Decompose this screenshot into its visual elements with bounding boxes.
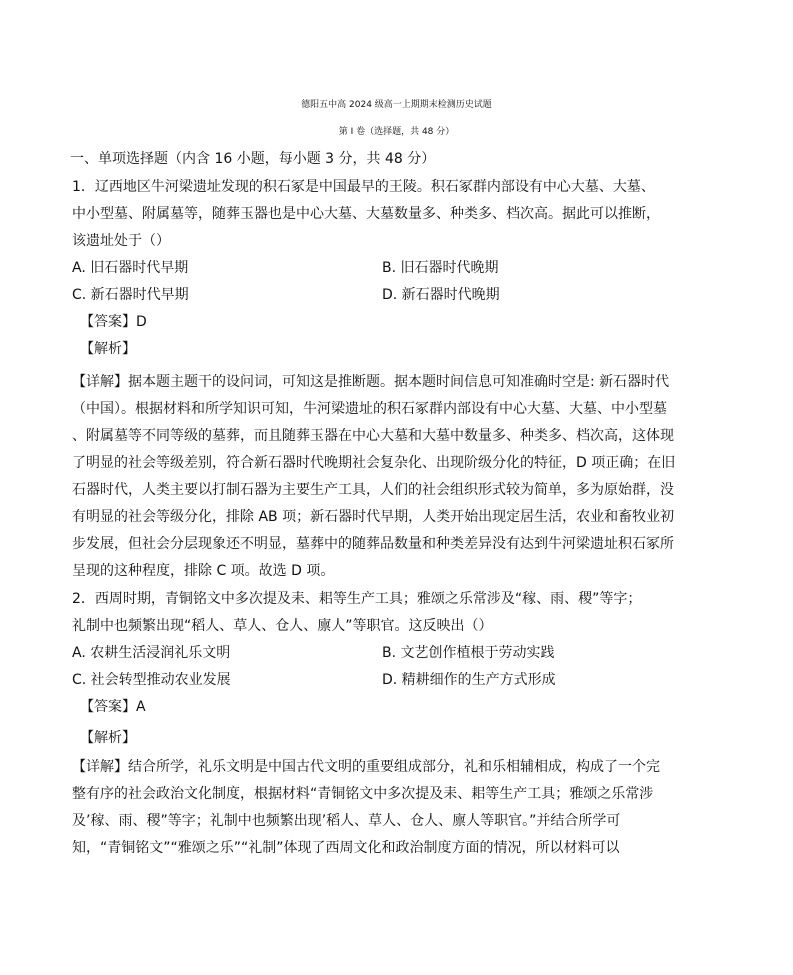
q2-detail-line-2: 整有序的社会政治文化制度，根据材料“青铜铭文中多次提及耒、耜等生产工具；雅颂之乐常涉 [72,786,654,802]
q1-option-d: D. 新石器时代晚期 [382,287,500,303]
q1-analysis-label: 【解析】 [80,341,136,357]
exam-subtitle: 第 I 卷（选择题，共 48 分） [338,127,455,137]
q2-option-d: D. 精耕细作的生产方式形成 [382,672,556,688]
q2-option-c: C. 社会转型推动农业发展 [72,672,231,688]
q1-stem-line-2: 中小型墓、附属墓等，随葬玉器也是中心大墓、大墓数量多、种类多、档次高。据此可以推断， [72,206,660,222]
q1-option-a: A. 旧石器时代早期 [72,260,189,276]
q2-stem-line-2: 礼制中也频繁出现“稻人、草人、仓人、廪人”等职官。这反映出（） [72,618,493,634]
q2-detail-line-1: 【详解】结合所学，礼乐文明是中国古代文明的重要组成部分，礼和乐相辅相成，构成了一个完 [72,759,660,775]
q1-option-c: C. 新石器时代早期 [72,287,189,303]
q2-detail-line-4: 知，“青铜铭文”“雅颂之乐”“礼制”体现了西周文化和政治制度方面的情况，所以材料可以 [72,840,620,856]
q1-answer: 【答案】D [80,314,147,330]
q1-detail-line-1: 【详解】据本题主题干的设问词，可知这是推断题。据本题时间信息可知准确时空是: 新石器时代 [72,374,670,390]
q2-answer: 【答案】A [80,699,146,715]
q1-option-b: B. 旧石器时代晚期 [382,260,499,276]
q1-detail-line-7: 步发展，但社会分层现象还不明显，墓葬中的随葬品数量和种类差异没有达到牛河梁遗址积石冢所 [72,536,674,552]
q2-option-b: B. 文艺创作植根于劳动实践 [382,645,555,661]
q2-detail-line-3: 及’稼、雨、稷”等字；礼制中也频繁出现’稻人、草人、仓人、廪人等职官。”并结合所学可 [72,813,621,829]
q1-stem-line-3: 该遗址处于（） [72,233,170,249]
q2-option-a: A. 农耕生活浸润礼乐文明 [72,645,231,661]
section-heading: 一、单项选择题（内含 16 小题，每小题 3 分，共 48 分） [70,151,436,167]
q1-stem-line-1: 1．辽西地区牛河梁遗址发现的积石冢是中国最早的王陵。积石冢群内部设有中心大墓、大墓、 [72,179,655,195]
exam-title: 德阳五中高 2024 级高一上期期末检测历史试题 [301,100,492,110]
q1-detail-line-4: 了明显的社会等级差别，符合新石器时代晚期社会复杂化、出现阶级分化的特征，D 项正确；在旧 [72,455,676,471]
q2-analysis-label: 【解析】 [80,730,136,746]
q1-detail-line-8: 呈现的这种程度，排除 C 项。故选 D 项。 [72,563,335,579]
q1-detail-line-5: 石器时代，人类主要以打制石器为主要生产工具，人们的社会组织形式较为简单，多为原始群，没 [72,482,674,498]
q2-stem-line-1: 2．西周时期，青铜铭文中多次提及耒、耜等生产工具；雅颂之乐常涉及“稼、雨、稷”等字； [72,591,642,607]
q1-detail-line-6: 有明显的社会等级分化，排除 AB 项；新石器时代早期，人类开始出现定居生活，农业和畜牧业初 [72,509,675,525]
q1-detail-line-2: （中国）。根据材料和所学知识可知，牛河梁遗址的积石冢群内部设有中心大墓、大墓、中小型墓 [72,401,667,417]
q1-detail-line-3: 、附属墓等不同等级的墓葬，而且随葬玉器在中心大墓和大墓中数量多、种类多、档次高，这体现 [72,428,674,444]
